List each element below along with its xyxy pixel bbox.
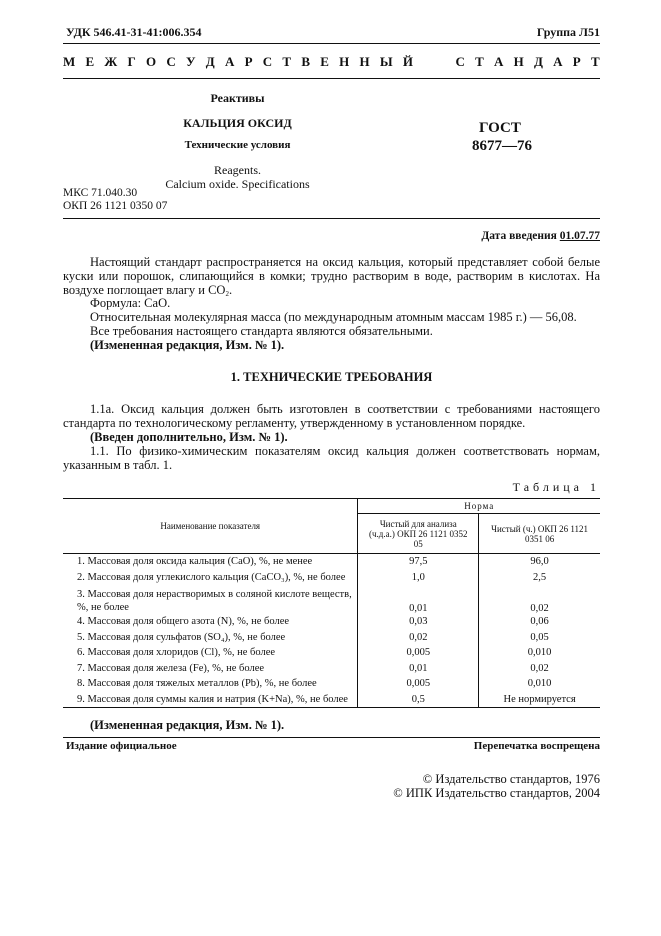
table-row — [63, 692, 600, 708]
banner-letter: Т — [590, 54, 600, 69]
copyright-2004: © ИПК Издательство стандартов, 2004 — [393, 786, 600, 800]
cell-indicator: 2. Массовая доля углекислого кальция (CaCO₃), %, не более — [77, 571, 346, 583]
clause-1-1a: 1.1а. Оксид кальция должен быть изготовлен в соответствии с требованиями настоящего стандарта по технологическому регламенту, утвержденному в установленном порядке. — [63, 402, 600, 430]
document-title: КАЛЬЦИЯ ОКСИД — [183, 116, 292, 130]
banner-letter: Е — [85, 54, 95, 69]
banner-letter: С — [166, 54, 176, 69]
table-row — [63, 585, 600, 614]
udk-code: УДК 546.41-31-41:006.354 — [66, 25, 202, 39]
cell-norm-pure: Не нормируется — [479, 692, 600, 708]
banner-letter: Р — [244, 54, 253, 69]
cell-norm-pure: 0,010 — [479, 676, 600, 692]
cell-indicator: 9. Массовая доля суммы калия и натрия (K+Na), %, не более — [63, 692, 358, 708]
cell-indicator: 4. Массовая доля общего азота (N), %, не более — [77, 616, 290, 628]
title-rule — [63, 218, 600, 219]
cell-norm-pure: 0,02 — [479, 661, 600, 677]
cell-norm-pure-analysis: 0,005 — [358, 676, 479, 692]
section-heading: 1. ТЕХНИЧЕСКИЕ ТРЕБОВАНИЯ — [230, 370, 433, 384]
okp-code: ОКП 26 1121 0350 07 — [63, 200, 168, 212]
banner-letter: Т — [475, 54, 484, 69]
banner-letter: В — [301, 54, 310, 69]
cell-indicator: 7. Массовая доля железа (Fe), %, не более — [77, 662, 265, 674]
english-title-1: Reagents. — [214, 163, 261, 177]
reprint-prohibited: Перепечатка воспрещена — [473, 740, 600, 752]
cell-norm-pure-analysis: 0,01 — [358, 661, 479, 677]
cell-norm-pure: 2,5 — [479, 570, 600, 586]
mandatory-line: Все требования настоящего стандарта являются обязательными. — [90, 324, 433, 338]
banner-rule — [63, 78, 600, 79]
cell-norm-pure: 96,0 — [479, 554, 600, 570]
cell-indicator: 5. Массовая доля сульфатов (SO₄), %, не более — [77, 631, 286, 643]
cell-norm-pure-analysis: 0,03 — [358, 614, 479, 630]
col-header-pure-analysis: Чистый для анализа (ч.д.а.) ОКП 26 1121 0352 05 — [358, 514, 479, 554]
banner-letter: Н — [339, 54, 350, 69]
mks-code: МКС 71.040.30 — [63, 187, 138, 199]
banner-letter: У — [186, 54, 196, 69]
table-caption: Таблица 1 — [512, 480, 600, 494]
effective-date-label: Дата введения — [481, 230, 557, 242]
table-row — [63, 645, 600, 661]
table-row — [63, 614, 600, 630]
banner-letter: М — [63, 54, 76, 69]
intro-paragraph: Настоящий стандарт распространяется на оксид кальция, который представляет собой белые куски или порошок, слипающийся в комки; трудно растворим в воде, растворим в кислотах. На воздухе поглощает влагу и $CO_2$. — [63, 255, 600, 298]
category-label: Реактивы — [210, 91, 265, 105]
banner-letter: Н — [513, 54, 524, 69]
cell-norm-pure: 0,02 — [479, 585, 600, 614]
banner-letter: С — [262, 54, 273, 69]
table-row — [63, 570, 600, 586]
cell-indicator: 6. Массовая доля хлоридов (Cl), %, не более — [77, 647, 276, 659]
banner-letter: Ж — [104, 54, 118, 69]
cell-norm-pure-analysis: 0,02 — [358, 630, 479, 646]
banner-letter: Е — [320, 54, 329, 69]
clause-1-1a-note: (Введен дополнительно, Изм. № 1). — [90, 430, 288, 444]
molar-mass-line: Относительная молекулярная масса (по международным атомным массам 1985 г.) — 56,08. — [90, 310, 577, 324]
cell-indicator: 8. Массовая доля тяжелых металлов (Pb), %, не более — [77, 678, 317, 690]
table-row — [63, 630, 600, 646]
footer-rule — [63, 737, 600, 738]
banner-letter: Р — [572, 54, 581, 69]
banner-letter: О — [146, 54, 157, 69]
amendment-note-2: (Измененная редакция, Изм. № 1). — [90, 718, 285, 732]
banner-letter: Н — [359, 54, 370, 69]
cell-norm-pure: 0,05 — [479, 630, 600, 646]
banner-letter: А — [493, 54, 504, 69]
clause-1-1: 1.1. По физико-химическим показателям оксид кальция должен соответствовать нормам, указанным в табл. 1. — [63, 444, 600, 472]
group-code: Группа Л51 — [536, 25, 600, 39]
table-row — [63, 554, 600, 570]
spec-table — [63, 498, 600, 708]
table-row — [63, 661, 600, 677]
banner-letter: А — [224, 54, 235, 69]
cell-norm-pure-analysis: 97,5 — [358, 554, 479, 570]
gost-label: ГОСТ — [479, 120, 521, 136]
banner-letter: С — [455, 54, 465, 69]
effective-date — [481, 230, 600, 242]
cell-indicator: 1. Массовая доля оксида кальция (CaO), %, не менее — [77, 556, 313, 568]
cell-norm-pure-analysis: 0,5 — [358, 692, 479, 708]
official-edition: Издание официальное — [66, 740, 177, 752]
cell-norm-pure-analysis: 0,005 — [358, 645, 479, 661]
header-rule — [63, 43, 600, 44]
standard-banner — [63, 54, 600, 70]
col-header-name: Наименование показателя — [63, 499, 358, 554]
banner-letter: А — [553, 54, 563, 69]
table-row — [63, 676, 600, 692]
banner-letter: Д — [205, 54, 215, 69]
banner-letter: Г — [127, 54, 136, 69]
formula-line: Формула: CaO. — [90, 296, 171, 310]
col-header-norm: Норма — [358, 499, 600, 514]
gost-number: 8677—76 — [472, 138, 532, 154]
cell-norm-pure: 0,010 — [479, 645, 600, 661]
cell-indicator: 3. Массовая доля нерастворимых в соляной кислоте веществ, %, не более — [77, 589, 352, 613]
banner-letter: Й — [402, 54, 413, 69]
effective-date-value: 01.07.77 — [559, 230, 600, 242]
col-header-pure: Чистый (ч.) ОКП 26 1121 0351 06 — [479, 514, 600, 554]
banner-letter: Д — [533, 54, 543, 69]
cell-norm-pure-analysis: 0,01 — [358, 585, 479, 614]
banner-letter: Т — [282, 54, 292, 69]
english-title-2: Calcium oxide. Specifications — [165, 177, 310, 191]
cell-norm-pure-analysis: 1,0 — [358, 570, 479, 586]
document-subtitle: Технические условия — [184, 139, 291, 151]
copyright-1976: © Издательство стандартов, 1976 — [422, 772, 600, 786]
amendment-note-1: (Измененная редакция, Изм. № 1). — [90, 338, 285, 352]
banner-letter: Ы — [379, 54, 393, 69]
banner-gap — [423, 54, 445, 70]
cell-norm-pure: 0,06 — [479, 614, 600, 630]
